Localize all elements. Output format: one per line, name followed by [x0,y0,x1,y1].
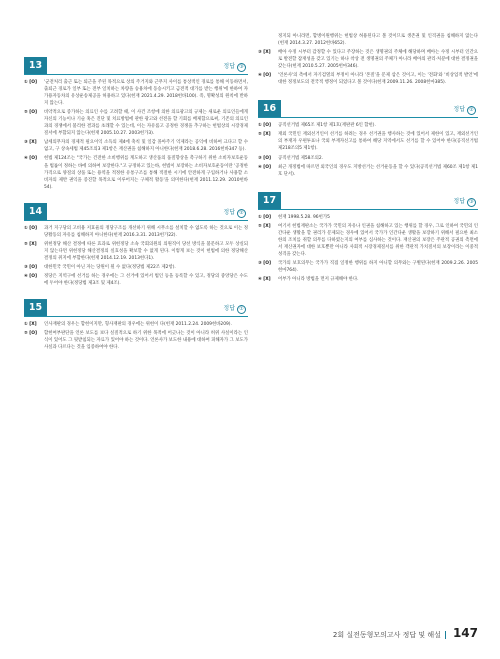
item-text: 최근 개정법에 따르면 외국인의 경우도 지방선거는 선거운동을 할 수 있다(공직선거법 제60조 제1항 제1호 단서). [278,164,478,177]
item-mark: ② [O] [24,110,37,116]
item-text: 과거 지구당의 고비용 저효율의 정당구조를 개선하기 위해 시무소를 설치할 수 없도록 하는 것으로 이는 정당활동의 자유를 침해하지 아니한다(헌재 2016.3.31. 2013헌가22). [44,225,248,238]
explanation-item [258,122,478,129]
question-15-header [24,299,248,317]
explanation-item [24,109,248,137]
page-footer [333,626,478,640]
answer-value: ① [237,305,246,314]
item-text: 공직선거법 제58조의2. [278,155,324,161]
item-text: 합헌여부판단을 언론 보도를 보다 실질적으로 하기 위한 목적에 어긋나는 것이 아니라 허위 사실이라는 인식이 있어도 그 뒷받침되는 자료가 있어야 하는 것이다. 언론사가 보도한 내용에 대하여 피해자가 그 보도가 사실과 다르다는 것을 입증하여야 한다. [44,331,248,351]
explanation-item [258,72,478,86]
item-text: 여기서 헌법재판소는 국가가 국민의 자유나 인권을 침해하고 있는 행위를 할 경우, 그로 인하여 국민의 인간다운 생활을 할 권리가 문제되는 경우에 있어서 국가가 인간다운 생활을 보장하기 위해서 필요한 최소한의 조치를 취할 의무를 다하였는지의 여부를 심사하는 것이다. 재산권의 보장은 주관적 공권의 측면에서 재산권자에 대한 보호뿐만 아니라 사회적 시장경제질서를 위한 객관적 가치질서의 보장이라는 이중적 성격을 갖는다. [278,223,478,257]
item-text: 배아 수정 시부터 감정할 수 있다고 주장하는 것은 생명권의 주체에 해당하며 배아는 수정 시부터 인간으로 발전할 잠재성을 갖고 있기는 하나 착상 전 생명권의 주체가 아니라 배아의 관리·처분에 대한 결정권을 갖는다(헌재 2010.5.27. 2005헌마346). [278,50,478,70]
item-mark: ④ [X] [258,277,271,283]
question-13-block [24,57,248,191]
item-mark: ② [X] [258,223,271,229]
footer-chapter: 2회 실전동형모의고사 정답 및 해설 [332,631,441,639]
footer-divider [445,631,446,639]
item-text: 공직선거법 제65조 제1항 제1호(재판관 6인 합헌). [278,123,376,129]
explanation-item [258,131,478,152]
explanation-item [258,49,478,70]
item-mark: ③ [O] [24,264,37,270]
left-column [24,0,248,356]
answer-label-text: 정답 [453,106,465,114]
item-mark: ④ [O] [258,164,271,170]
explanation-item [24,321,248,328]
item-mark: ④ [O] [24,156,37,162]
item-text: 인사재판의 경우는 합헌이지만, 형사재판의 경우에는 위헌이 다(헌재 2011.2.24. 2009헌바209). [44,322,232,328]
explanation-item [24,241,248,262]
item-mark: ④ [O] [24,273,37,279]
item-text: 비약적으로 증가하는 의료인 수를 고려할 때, 이 사건 조항에 의한 의료광고의 규제는 새로운 의료인들에게 자신의 기능이나 기술 혹은 진단 및 치료방법에 관한 광고와 선전을 할 기회를 배제함으로써, 기존의 의료인과의 경쟁에서 불리한 결과를 초래할 수 있는데, 이는 자유롭고 공정한 경쟁을 추구하는 헌법상의 시장경제질서에 부합되지 않는다(헌재 2005.10.27. 2003헌가3). [44,110,248,137]
item-text: 헌재 1998.5.28. 96헌가5 [278,214,330,220]
explanation-item [258,155,478,162]
item-mark: ① [O] [258,214,271,220]
item-mark: ③ [X] [24,140,37,146]
question-number: 17 [258,192,281,209]
answer-label-text: 정답 [223,208,235,216]
continued-text: 정지되 아니라면, 합병이원행위는 헌법상 허용된다고 볼 것이므로 생존권 및 인격권을 침해하지 않는다(헌재 2014.3.27. 2012헌바652). [278,34,478,47]
question-number: 16 [258,100,281,117]
explanation-item [258,260,478,274]
item-mark: ③ [X] [258,50,271,56]
explanation-item [24,155,248,190]
item-text: 국가의 보호의무는 국가가 직접 일정한 행위를 하지 아니할 의무와는 구별된다(헌재 2009.2.26. 2005헌마764). [278,260,478,273]
question-16-header [258,100,478,118]
question-13-header [24,57,248,75]
item-text: 대한민국 국민이 아닌 자는 당원이 될 수 없다(정당법 제22조 제2항). [44,264,176,270]
question-number: 13 [24,57,47,74]
question-16-block [258,100,478,177]
item-mark: ① [X] [24,322,37,328]
explanation-item [24,139,248,153]
item-mark: ② [X] [24,241,37,247]
item-text: '언론사'의 측에서 자기검열의 부정이 아니라 '본질'을 문제 삼은 것이고, 이는 '전화'와 '비상업적 발언'에 대한 정정보도의 전국적 행정이 되었다고 볼 것이다(헌재 2009.11.26. 2008헌마385). [278,73,478,86]
question-15-block [24,299,248,351]
answer-label [223,303,246,314]
item-mark: ① [O] [24,80,37,85]
explanation-item [24,273,248,287]
item-mark: ② [X] [258,132,271,138]
page-number: 147 [452,626,478,640]
explanation-item [24,79,248,107]
item-mark: ① [O] [24,225,37,231]
question-17-block [258,192,478,283]
explanation-item [258,223,478,258]
question-14-header [24,203,248,221]
item-mark: ④ [O] [258,73,271,79]
item-text: 정당은 지역구에 선거를 하는 경우에는 그 선거에 있어서 법인 등을 등록할 수 있고, 정당의 중앙당은 수도에 두어야 한다(정당법 제3조 및 제4조). [44,273,248,287]
answer-value: ② [237,209,246,218]
answer-label [223,207,246,218]
explanation-item [24,225,248,239]
item-text: 위헌정당 해산 결정에 따른 효과로 위헌정당 소속 국회의원의 의원직이 당선 방식을 불문하고 모두 상실되지 않는다면 위헌정당 해산결정의 실효성을 확보할 수 없게 된다. 이렇게 보는 것이 헌법에 의한 정당해산 결정의 취지에 부합한다(헌재 2014.12.19. 2013헌다1). [44,241,248,261]
answer-label-text: 정답 [223,63,235,70]
right-column [258,0,478,288]
question-number: 14 [24,203,47,220]
explanation-item [24,264,248,271]
item-mark: ① [O] [258,123,271,129]
answer-label-text: 정답 [223,305,235,313]
question-14-block [24,203,248,287]
answer-value: ③ [467,198,476,207]
item-text: 헌법 제124조는 "국가는 건전한 소비행위를 계도하고 생산품의 품질향상을 촉구하기 위한 소비자보호운동을 법률이 정하는 바에 의하여 보장한다."고 규정하고 있는바, 헌법이 보장하는 소비자보호운동이란 '공정한 가격으로 양질의 상품 또는 용역을 적정한 유통구조를 통해 적절한 시기에 안전하게 구입하거나 사용할 소비자의 제반 권익을 증진할 목적으로 이루어지는 구체적 활동'을 의미한다(헌재 2011.12.29. 2010헌바54). [44,156,248,190]
answer-value: ② [467,106,476,115]
item-mark: ② [O] [24,331,37,337]
question-number: 15 [24,299,47,316]
item-mark: ③ [O] [258,155,271,161]
answer-label [453,104,476,115]
answer-label-text: 정답 [453,197,465,205]
explanation-item [258,164,478,178]
answer-label [223,61,246,72]
explanation-item [258,276,478,283]
answer-label [453,196,476,207]
item-text: '군전처리 출근 또는 퇴근을 주된 목적으로 상의 주거지와 근무지 사이를 통상적인 경로를 통해 이동하면서, 출퇴근 경로가 일부 또는 전부 일치하는 차량을 승용차에 동승시키고 금전적 대가를 받는 행위'에 한하여 자가용자동차의 유상운송제공을 허용하고 있다(헌재 2021.4.29. 2018헌바100). 즉, 명확성의 원칙에 반하지 않는다. [44,80,248,107]
item-text: 어부가 아니라 방법을 면저 규제해야 한다. [278,277,359,283]
question-17-header [258,192,478,210]
item-text: 재외 국민인 재외선거인이 선거를 하려는 경우 선거권을 행사하는 것에 있어서 제한이 있고, 재외선거인의 부재자 우편투표나 국외 부재자신고를 통하여 해당 지역에서도 선거를 할 수 있어야 한다(공직선거법 제218조의5 제1항). [278,132,478,152]
explanation-item [24,330,248,351]
explanation-item [258,214,478,221]
item-text: 납세의무자의 경제적 필요이익 소득의 제4에 축칙 및 일감 몰아주기 억제라는 공익에 비하여 크다고 할 수 없고, 구 상속세법 제45조의3 제1항은 재산권을 침해하지 아니한다(헌재 2018.6.28. 2016헌바347 등). [44,140,248,153]
answer-value: ③ [237,63,246,72]
item-mark: ③ [O] [258,260,271,266]
question-15-continued [258,33,478,86]
